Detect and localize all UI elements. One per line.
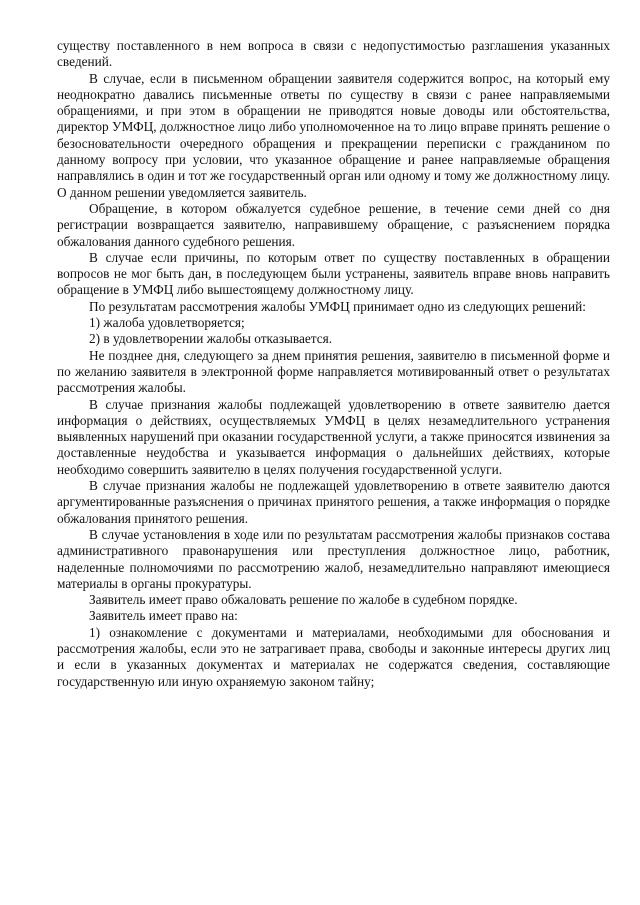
paragraph-response-deadline: Не позднее дня, следующего за днем принятия решения, заявителю в письменной форме и по желанию заявителя в электронной форме направляется мотивированный ответ о результатах рассмотрения жалобы.: [57, 347, 610, 396]
list-item-complaint-refused: 2) в удовлетворении жалобы отказывается.: [89, 331, 333, 347]
paragraph-complaint-not-satisfied: В случае признания жалобы не подлежащей удовлетворению в ответе заявителю даются аргументированные разъяснения о причинах принятого решения, а также информация о порядке обжалования принятого решения.: [57, 478, 610, 526]
paragraph-repeated-appeal: В случае, если в письменном обращении заявителя содержится вопрос, на который ему неоднократно давались письменные ответы по существу в связи с ранее направляемыми обращениями, и при этом в обращении не приводятся новые доводы или обстоятельства, директор УМФЦ, должностное лицо либо уполномоченное на то лицо вправе принять решение о безосновательности очередного обращения и прекращении переписки с гражданином по данному вопросу при условии, что указанное обращение и ранее направляемые обращения направлялись в один и тот же государственный орган или одному и тому же должностному лицу. О данном решении уведомляется заявитель.: [57, 70, 610, 200]
paragraph-applicant-rights: Заявитель имеет право на:: [89, 608, 238, 624]
paragraph-continuation: существу поставленного в нем вопроса в связи с недопустимостью разглашения указанных сведений.: [57, 38, 610, 70]
paragraph-complaint-satisfied: В случае признания жалобы подлежащей удовлетворению в ответе заявителю дается информация о действиях, осуществляемых УМФЦ в целях незамедлительного устранения выявленных нарушений при оказании государственной услуги, а также приносятся извинения за доставленные неудобства и указывается информация о дальнейших действиях, которые необходимо совершить заявителю в целях получения государственной услуги.: [57, 396, 610, 477]
paragraph-court-decision: Обращение, в котором обжалуется судебное решение, в течение семи дней со дня регистрации возвращается заявителю, направившему обращение, с разъяснением порядка обжалования данного судебного решения.: [57, 200, 610, 249]
paragraph-decision-options: По результатам рассмотрения жалобы УМФЦ принимает одно из следующих решений:: [89, 298, 586, 314]
document-page: [57, 38, 610, 690]
list-item-complaint-satisfied: 1) жалоба удовлетворяется;: [89, 315, 245, 331]
paragraph-reasons-removed: В случае если причины, по которым ответ по существу поставленных в обращении вопросов не мог быть дан, в последующем были устранены, заявитель вправе вновь направить обращение в УМФЦ либо вышестоящему должностному лицу.: [57, 249, 610, 298]
paragraph-court-appeal-right: Заявитель имеет право обжаловать решение по жалобе в судебном порядке.: [89, 592, 518, 608]
paragraph-violation-found: В случае установления в ходе или по результатам рассмотрения жалобы признаков состава административного правонарушения или преступления должностное лицо, работник, наделенные полномочиями по рассмотрению жалоб, незамедлительно направляют имеющиеся материалы в органы прокуратуры.: [57, 526, 610, 591]
list-item-right-familiarization: 1) ознакомление с документами и материалами, необходимыми для обоснования и рассмотрения жалобы, если это не затрагивает права, свободы и законные интересы других лиц и если в указанных документах и материалах не содержатся сведения, составляющие государственную или иную охраняемую законом тайну;: [57, 624, 610, 689]
